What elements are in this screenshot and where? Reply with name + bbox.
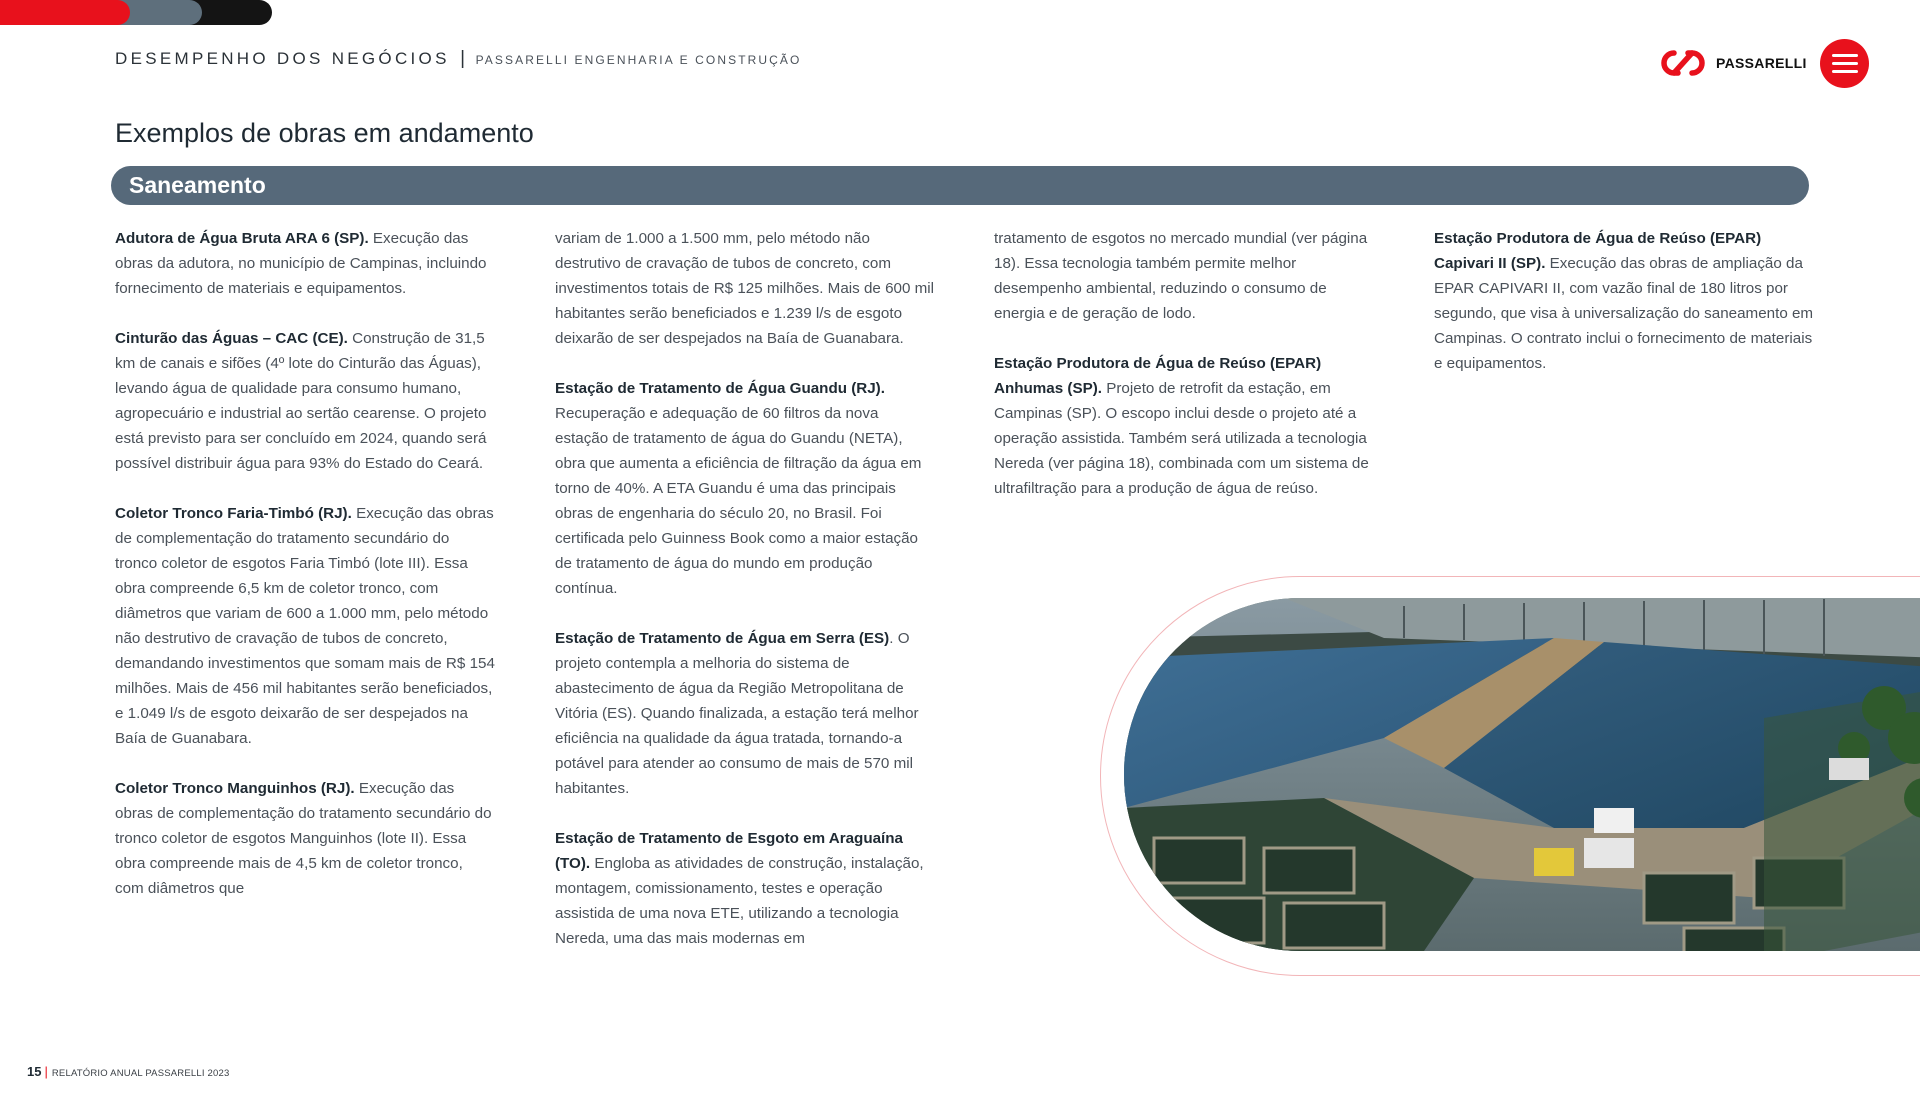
text-column-1 xyxy=(115,226,495,926)
top-progress-bars xyxy=(0,0,272,25)
project-paragraph: Coletor Tronco Manguinhos (RJ). Execução das obras de complementação do tratamento secundário do tronco coletor de esgotos Manguinhos (lote II). Essa obra compreende mais de 4,5 km de coletor tronco, com diâmetros que xyxy=(115,780,492,897)
section-heading: DESEMPENHO DOS NEGÓCIOS xyxy=(115,49,450,68)
project-paragraph: Estação Produtora de Água de Reúso (EPAR) Capivari II (SP). Execução das obras de ampliação da EPAR CAPIVARI II, com vazão final de 180 litros por segundo, que visa à universalização do saneamento em Campinas. O contrato inclui o fornecimento de materiais e equipamentos. xyxy=(1434,230,1814,372)
brand-name: PASSARELLI xyxy=(1716,55,1807,71)
water-treatment-photo xyxy=(1124,598,1920,951)
breadcrumb xyxy=(115,48,801,70)
project-paragraph: tratamento de esgotos no mercado mundial (ver página 18). Essa tecnologia também permite melhor desempenho ambiental, reduzindo o consumo de energia e de geração de lodo. xyxy=(994,230,1368,322)
text-column-4 xyxy=(1434,226,1814,401)
section-bar xyxy=(111,166,1809,205)
text-column-3 xyxy=(994,226,1374,526)
menu-button[interactable] xyxy=(1820,39,1869,88)
page-title: Exemplos de obras em andamento xyxy=(115,118,534,148)
page-number: 15 xyxy=(27,1064,42,1079)
project-paragraph: Estação Produtora de Água de Reúso (EPAR) Anhumas (SP). Projeto de retrofit da estação, em Campinas (SP). O escopo inclui desde o projeto até a operação assistida. Também será utilizada a tecnologia Nereda (ver página 18), combinada com um sistema de ultrafiltração para a produção de água de reúso. xyxy=(994,355,1369,497)
progress-bar-red xyxy=(0,0,130,25)
section-label: Saneamento xyxy=(129,172,266,198)
footer-separator: | xyxy=(44,1064,48,1079)
report-title: RELATÓRIO ANUAL PASSARELLI 2023 xyxy=(51,1068,230,1079)
project-paragraph: variam de 1.000 a 1.500 mm, pelo método não destrutivo de cravação de tubos de concreto, com investimentos totais de R$ 125 milhões. Mais de 600 mil habitantes serão beneficiados e 1.239 l/s de esgoto deixarão de ser despejados na Baía de Guanabara. xyxy=(555,230,935,347)
text-column-2 xyxy=(555,226,935,976)
project-paragraph: Adutora de Água Bruta ARA 6 (SP). Execução das obras da adutora, no município de Campinas, incluindo fornecimento de materiais e equipamentos. xyxy=(115,230,487,297)
passarelli-logo-icon xyxy=(1660,47,1706,79)
hamburger-icon-line xyxy=(1832,70,1858,73)
project-paragraph: Estação de Tratamento de Água em Serra (ES). O projeto contempla a melhoria do sistema de abastecimento de água da Região Metropolitana de Vitória (ES). Quando finalizada, a estação terá melhor eficiência na qualidade da água tratada, tornando-a potável para atender ao consumo de mais de 570 mil habitantes. xyxy=(555,630,919,797)
hamburger-icon-line xyxy=(1832,54,1858,57)
project-paragraph: Estação de Tratamento de Água Guandu (RJ). Recuperação e adequação de 60 filtros da nova estação de tratamento de água do Guandu (NETA), obra que aumenta a eficiência de filtração da água em torno de 40%. A ETA Guandu é uma das principais obras de engenharia do século 20, no Brasil. Foi certificada pelo Guinness Book como a maior estação de tratamento de água do mundo em produção contínua. xyxy=(555,380,922,597)
brand-logo[interactable] xyxy=(1660,47,1807,79)
hamburger-icon-line xyxy=(1832,62,1858,65)
page-footer xyxy=(27,1063,230,1081)
breadcrumb-separator: | xyxy=(460,48,466,69)
aerial-photo-illustration xyxy=(1124,598,1920,951)
project-paragraph: Cinturão das Águas – CAC (CE). Construção de 31,5 km de canais e sifões (4º lote do Cinturão das Águas), levando água de qualidade para consumo humano, agropecuário e industrial ao sertão cearense. O projeto está previsto para ser concluído em 2024, quando será possível distribuir água para 93% do Estado do Ceará. xyxy=(115,330,487,472)
project-paragraph: Estação de Tratamento de Esgoto em Araguaína (TO). Engloba as atividades de construção, instalação, montagem, comissionamento, testes e operação assistida de uma nova ETE, utilizando a tecnologia Nereda, uma das mais modernas em xyxy=(555,830,924,947)
subsection-heading: PASSARELLI ENGENHARIA E CONSTRUÇÃO xyxy=(475,53,802,67)
project-paragraph: Coletor Tronco Faria-Timbó (RJ). Execução das obras de complementação do tratamento secundário do tronco coletor de esgotos Faria Timbó (lote III). Essa obra compreende 6,5 km de coletor tronco, com diâmetros que variam de 600 a 1.000 mm, pelo método não destrutivo de cravação de tubos de concreto, demandando investimentos que somam mais de R$ 154 milhões. Mais de 456 mil habitantes serão beneficiados, e 1.049 l/s de esgoto deixarão de ser despejados na Baía de Guanabara. xyxy=(115,505,495,747)
